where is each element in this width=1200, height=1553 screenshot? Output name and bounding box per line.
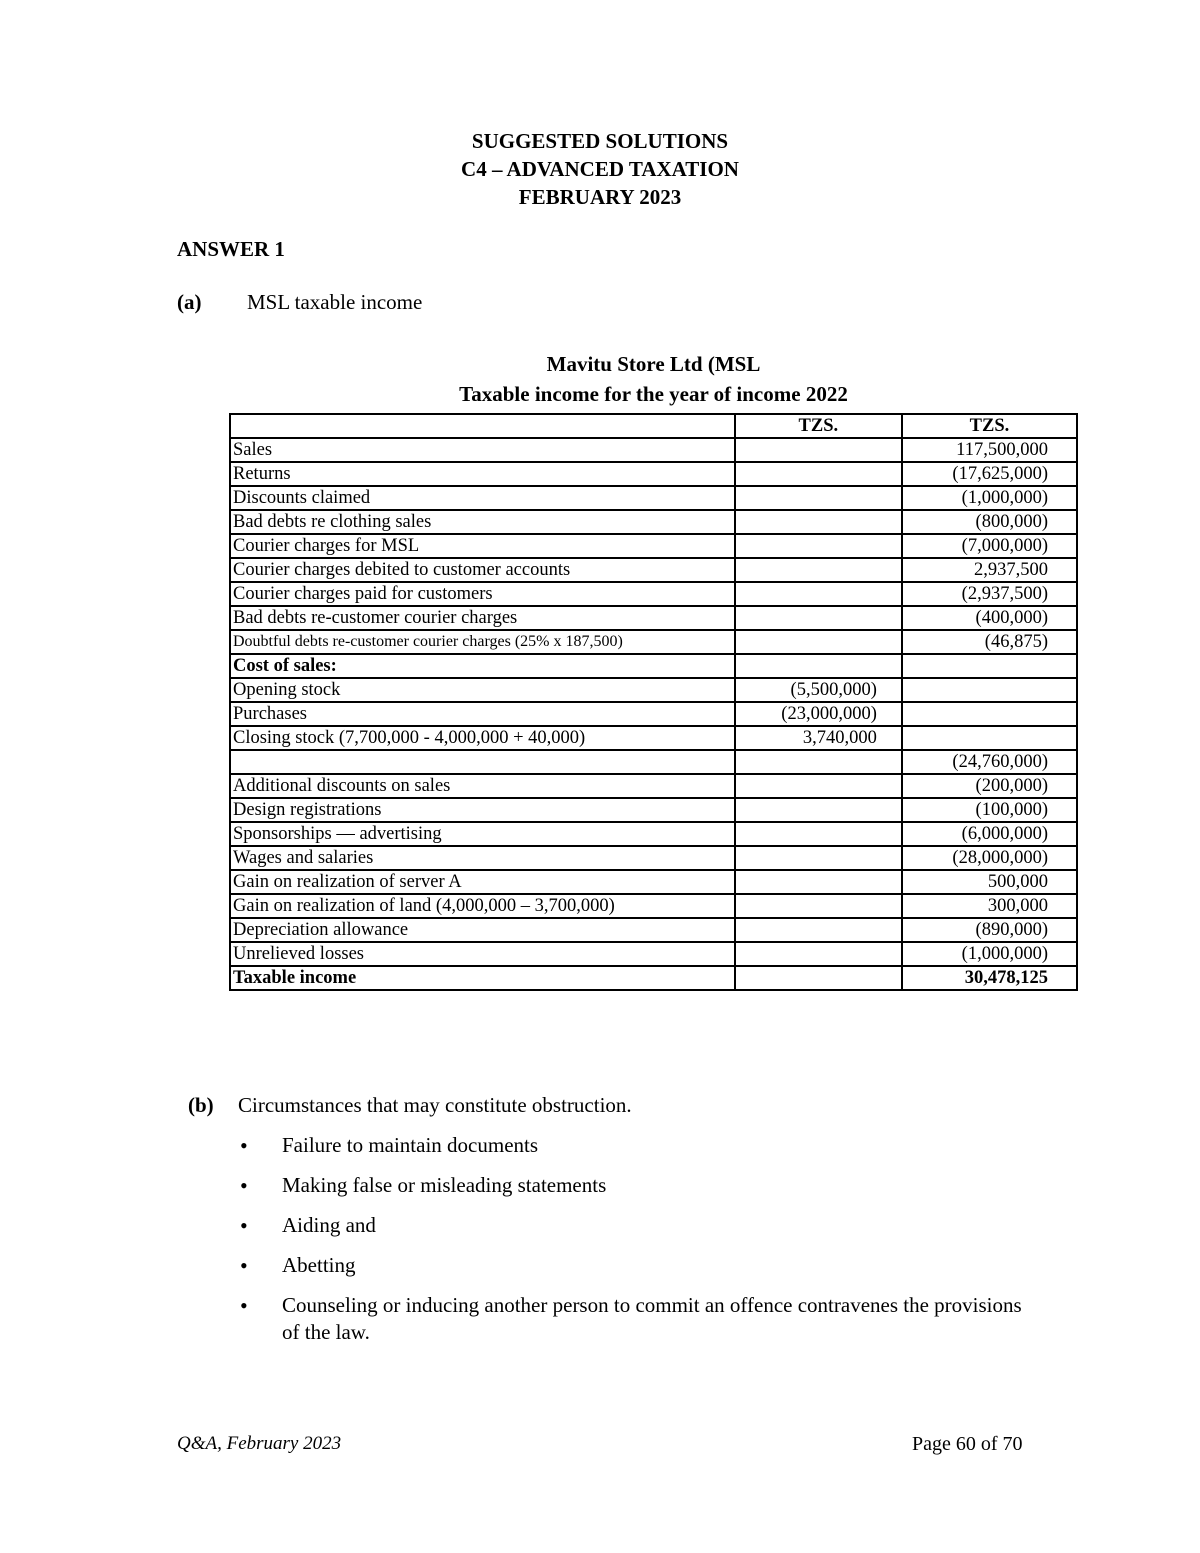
table-row	[230, 678, 1077, 702]
obstruction-list	[236, 1132, 1036, 1359]
table-row	[230, 534, 1077, 558]
row-col2: (23,000,000)	[735, 702, 902, 726]
row-col2	[735, 774, 902, 798]
row-col2	[735, 582, 902, 606]
row-col3: 300,000	[902, 894, 1077, 918]
table-title	[229, 349, 1078, 409]
row-col2: (5,500,000)	[735, 678, 902, 702]
header-cell-tzs-2: TZS.	[902, 414, 1077, 438]
row-col2	[735, 942, 902, 966]
row-col3: (400,000)	[902, 606, 1077, 630]
bullet-icon: •	[240, 1213, 248, 1238]
row-col2	[735, 654, 902, 678]
table-row	[230, 606, 1077, 630]
list-item	[236, 1252, 1036, 1279]
table-row	[230, 894, 1077, 918]
table-row	[230, 702, 1077, 726]
bullet-icon: •	[240, 1173, 248, 1198]
header-cell-label	[230, 414, 735, 438]
row-col2	[735, 846, 902, 870]
row-label: Courier charges paid for customers	[230, 582, 735, 606]
table-row	[230, 774, 1077, 798]
part-a-text: MSL taxable income	[247, 290, 423, 314]
table-row	[230, 870, 1077, 894]
row-col3	[902, 702, 1077, 726]
table-row	[230, 726, 1077, 750]
row-col2	[735, 462, 902, 486]
row-label: Purchases	[230, 702, 735, 726]
list-item-text: Aiding and	[282, 1213, 376, 1237]
row-col2	[735, 870, 902, 894]
row-label: Design registrations	[230, 798, 735, 822]
row-label: Closing stock (7,700,000 - 4,000,000 + 40,000)	[230, 726, 735, 750]
row-col2	[735, 894, 902, 918]
table-total-row	[230, 966, 1077, 990]
row-label: Doubtful debts re-customer courier charges (25% x 187,500)	[230, 630, 735, 654]
row-label: Additional discounts on sales	[230, 774, 735, 798]
row-col3	[902, 654, 1077, 678]
row-col2	[735, 510, 902, 534]
row-col3: (2,937,500)	[902, 582, 1077, 606]
row-label: Returns	[230, 462, 735, 486]
row-col2	[735, 486, 902, 510]
row-col3: (28,000,000)	[902, 846, 1077, 870]
row-col2	[735, 558, 902, 582]
table-row	[230, 582, 1077, 606]
row-label: Gain on realization of server A	[230, 870, 735, 894]
row-col3: (7,000,000)	[902, 534, 1077, 558]
row-label: Gain on realization of land (4,000,000 – 3,700,000)	[230, 894, 735, 918]
row-col3: 2,937,500	[902, 558, 1077, 582]
row-label: Cost of sales:	[230, 654, 735, 678]
part-a-letter: (a)	[177, 290, 202, 314]
table-row	[230, 462, 1077, 486]
row-label: Discounts claimed	[230, 486, 735, 510]
header-line-1: SUGGESTED SOLUTIONS	[471, 129, 729, 153]
row-col2	[735, 798, 902, 822]
table-row	[230, 630, 1077, 654]
row-label: Taxable income	[230, 966, 735, 990]
table-row	[230, 846, 1077, 870]
row-label: Opening stock	[230, 678, 735, 702]
list-item-text: Abetting	[282, 1253, 356, 1277]
part-b-letter: (b)	[188, 1093, 214, 1117]
row-label: Bad debts re-customer courier charges	[230, 606, 735, 630]
row-label: Bad debts re clothing sales	[230, 510, 735, 534]
row-col3: (24,760,000)	[902, 750, 1077, 774]
row-label: Sales	[230, 438, 735, 462]
header-line-2: C4 – ADVANCED TAXATION	[461, 157, 739, 181]
part-b-text: Circumstances that may constitute obstruction.	[238, 1093, 632, 1117]
row-col3: 30,478,125	[902, 966, 1077, 990]
row-col2: 3,740,000	[735, 726, 902, 750]
table-row	[230, 654, 1077, 678]
row-col2	[735, 966, 902, 990]
table-row	[230, 918, 1077, 942]
bullet-icon: •	[240, 1133, 248, 1158]
row-col3: 117,500,000	[902, 438, 1077, 462]
table-title-line-1: Mavitu Store Ltd (MSL	[546, 352, 761, 376]
row-col2	[735, 750, 902, 774]
list-item-text: Failure to maintain documents	[282, 1133, 539, 1157]
bullet-icon: •	[240, 1293, 248, 1318]
table-row	[230, 438, 1077, 462]
list-item	[236, 1172, 1036, 1199]
row-label	[230, 750, 735, 774]
row-label: Courier charges debited to customer accounts	[230, 558, 735, 582]
table-row	[230, 822, 1077, 846]
part-a	[177, 290, 422, 315]
bullet-icon: •	[240, 1253, 248, 1278]
row-col2	[735, 918, 902, 942]
table-title-line-2: Taxable income for the year of income 2022	[459, 382, 848, 406]
table-row	[230, 486, 1077, 510]
taxable-income-table	[229, 413, 1078, 991]
row-col3: 500,000	[902, 870, 1077, 894]
table-row	[230, 558, 1077, 582]
row-label: Wages and salaries	[230, 846, 735, 870]
part-b	[188, 1093, 632, 1118]
row-col3: (46,875)	[902, 630, 1077, 654]
row-col3	[902, 726, 1077, 750]
table-row	[230, 750, 1077, 774]
table-header-row	[230, 414, 1077, 438]
row-col3: (200,000)	[902, 774, 1077, 798]
row-col3: (890,000)	[902, 918, 1077, 942]
table-row	[230, 942, 1077, 966]
row-col2	[735, 438, 902, 462]
row-col3: (100,000)	[902, 798, 1077, 822]
row-col3: (1,000,000)	[902, 486, 1077, 510]
list-item-text: Making false or misleading statements	[282, 1173, 607, 1197]
row-label: Unrelieved losses	[230, 942, 735, 966]
row-col3: (800,000)	[902, 510, 1077, 534]
table-row	[230, 510, 1077, 534]
row-col2	[735, 534, 902, 558]
row-col3: (17,625,000)	[902, 462, 1077, 486]
row-label: Courier charges for MSL	[230, 534, 735, 558]
row-col3: (6,000,000)	[902, 822, 1077, 846]
answer-heading: ANSWER 1	[177, 237, 285, 261]
list-item	[236, 1292, 1036, 1346]
page-number: Page 60 of 70	[912, 1433, 1023, 1455]
list-item	[236, 1212, 1036, 1239]
row-col2	[735, 822, 902, 846]
list-item	[236, 1132, 1036, 1159]
footer-left: Q&A, February 2023	[177, 1433, 342, 1454]
document-header	[0, 127, 1200, 211]
header-cell-tzs-1: TZS.	[735, 414, 902, 438]
row-label: Depreciation allowance	[230, 918, 735, 942]
row-col2	[735, 606, 902, 630]
list-item-text: Counseling or inducing another person to commit an offence contravenes the provisions of the law.	[282, 1293, 1022, 1344]
table-row	[230, 798, 1077, 822]
row-col3	[902, 678, 1077, 702]
row-label: Sponsorships — advertising	[230, 822, 735, 846]
row-col3: (1,000,000)	[902, 942, 1077, 966]
header-line-3: FEBRUARY 2023	[518, 185, 682, 209]
row-col2	[735, 630, 902, 654]
